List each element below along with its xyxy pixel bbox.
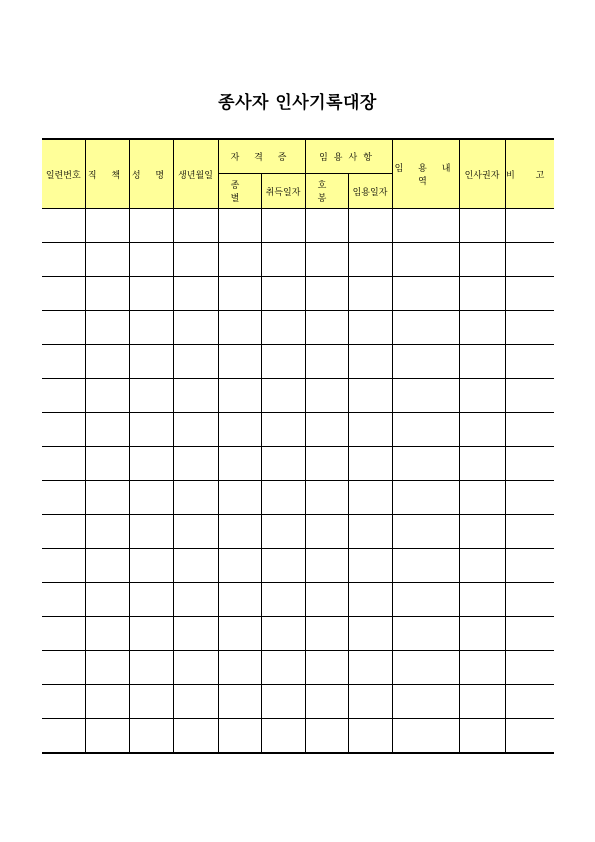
page-title: 종사자 인사기록대장 (218, 93, 377, 113)
table-row (42, 413, 554, 447)
table-cell (218, 379, 261, 413)
table-cell (129, 277, 173, 311)
table-cell (42, 243, 85, 277)
table-cell (173, 379, 218, 413)
table-cell (129, 379, 173, 413)
table-cell (261, 209, 305, 243)
table-cell (348, 515, 392, 549)
table-cell (305, 685, 348, 719)
table-row (42, 311, 554, 345)
table-row (42, 277, 554, 311)
table-row (42, 651, 554, 685)
table-cell (42, 651, 85, 685)
table-cell (85, 617, 129, 651)
table-cell (173, 617, 218, 651)
table-cell (392, 685, 459, 719)
header-hr-authority: 인사권자 (459, 139, 505, 209)
table-cell (173, 413, 218, 447)
table-cell (261, 617, 305, 651)
table-cell (459, 481, 505, 515)
table-cell (42, 277, 85, 311)
table-cell (129, 515, 173, 549)
ledger-body (42, 209, 554, 754)
table-cell (173, 243, 218, 277)
table-cell (129, 583, 173, 617)
table-cell (85, 311, 129, 345)
table-cell (348, 685, 392, 719)
table-cell (261, 481, 305, 515)
table-cell (459, 583, 505, 617)
table-cell (305, 447, 348, 481)
table-cell (173, 311, 218, 345)
table-cell (218, 685, 261, 719)
table-cell (85, 549, 129, 583)
table-cell (85, 719, 129, 754)
table-cell (129, 243, 173, 277)
table-cell (129, 311, 173, 345)
table-cell (305, 549, 348, 583)
table-cell (505, 617, 554, 651)
header-appointment-date: 임용일자 (348, 174, 392, 209)
table-cell (261, 413, 305, 447)
header-grade: 호 봉 (305, 174, 348, 209)
table-cell (218, 311, 261, 345)
table-cell (505, 345, 554, 379)
table-cell (42, 617, 85, 651)
table-cell (42, 549, 85, 583)
table-cell (392, 277, 459, 311)
table-cell (261, 719, 305, 754)
table-cell (459, 413, 505, 447)
table-cell (459, 549, 505, 583)
table-cell (218, 447, 261, 481)
table-cell (305, 515, 348, 549)
table-cell (392, 583, 459, 617)
header-serial-no: 일련번호 (42, 139, 85, 209)
table-row (42, 481, 554, 515)
table-cell (85, 209, 129, 243)
table-cell (129, 651, 173, 685)
table-cell (129, 209, 173, 243)
table-cell (505, 379, 554, 413)
table-cell (173, 209, 218, 243)
table-cell (261, 651, 305, 685)
table-cell (505, 685, 554, 719)
table-cell (348, 277, 392, 311)
table-cell (261, 311, 305, 345)
table-cell (392, 413, 459, 447)
table-cell (305, 277, 348, 311)
table-cell (459, 209, 505, 243)
table-cell (348, 651, 392, 685)
table-cell (42, 719, 85, 754)
table-cell (505, 447, 554, 481)
table-cell (305, 617, 348, 651)
table-cell (42, 413, 85, 447)
table-cell (173, 651, 218, 685)
table-cell (348, 719, 392, 754)
table-cell (348, 583, 392, 617)
table-cell (42, 447, 85, 481)
table-cell (459, 311, 505, 345)
table-row (42, 685, 554, 719)
table-cell (85, 481, 129, 515)
table-cell (305, 719, 348, 754)
table-cell (173, 345, 218, 379)
table-cell (173, 549, 218, 583)
table-cell (392, 617, 459, 651)
table-cell (459, 719, 505, 754)
table-cell (218, 515, 261, 549)
table-cell (218, 617, 261, 651)
table-cell (305, 413, 348, 447)
table-row (42, 379, 554, 413)
table-cell (218, 583, 261, 617)
table-cell (459, 379, 505, 413)
header-position: 직 책 (85, 139, 129, 209)
table-row (42, 209, 554, 243)
table-cell (261, 515, 305, 549)
table-cell (459, 277, 505, 311)
table-cell (305, 583, 348, 617)
table-cell (505, 243, 554, 277)
table-cell (392, 311, 459, 345)
table-cell (348, 447, 392, 481)
table-cell (218, 413, 261, 447)
table-cell (305, 345, 348, 379)
table-cell (261, 447, 305, 481)
table-cell (218, 209, 261, 243)
table-cell (505, 719, 554, 754)
table-cell (392, 209, 459, 243)
table-cell (392, 447, 459, 481)
table-cell (85, 651, 129, 685)
table-cell (85, 345, 129, 379)
table-cell (261, 685, 305, 719)
table-cell (42, 583, 85, 617)
table-cell (261, 277, 305, 311)
table-cell (392, 481, 459, 515)
table-row (42, 447, 554, 481)
table-cell (505, 413, 554, 447)
table-row (42, 719, 554, 754)
header-name: 성 명 (129, 139, 173, 209)
header-qualification: 자 격 증 (218, 139, 305, 174)
table-cell (218, 481, 261, 515)
table-cell (348, 413, 392, 447)
table-cell (505, 209, 554, 243)
table-cell (459, 651, 505, 685)
table-cell (459, 243, 505, 277)
table-cell (505, 277, 554, 311)
table-cell (218, 345, 261, 379)
table-cell (85, 243, 129, 277)
table-cell (305, 209, 348, 243)
table-cell (85, 515, 129, 549)
table-cell (505, 651, 554, 685)
table-cell (459, 515, 505, 549)
table-cell (392, 515, 459, 549)
header-qualification-type: 종 별 (218, 174, 261, 209)
table-cell (129, 685, 173, 719)
table-cell (348, 311, 392, 345)
table-cell (261, 379, 305, 413)
table-cell (42, 345, 85, 379)
table-cell (173, 719, 218, 754)
header-birth-date: 생년월일 (173, 139, 218, 209)
table-cell (348, 549, 392, 583)
table-cell (85, 685, 129, 719)
table-cell (129, 481, 173, 515)
table-cell (129, 345, 173, 379)
table-cell (305, 311, 348, 345)
table-cell (173, 447, 218, 481)
table-cell (85, 379, 129, 413)
header-appointment-details: 임 용 내 역 (392, 139, 459, 209)
table-cell (129, 447, 173, 481)
table-cell (348, 617, 392, 651)
table-cell (305, 379, 348, 413)
table-cell (305, 481, 348, 515)
table-cell (85, 447, 129, 481)
table-cell (348, 345, 392, 379)
table-cell (173, 277, 218, 311)
table-cell (42, 379, 85, 413)
table-cell (505, 481, 554, 515)
table-row (42, 345, 554, 379)
table-cell (85, 583, 129, 617)
table-cell (305, 651, 348, 685)
table-cell (42, 311, 85, 345)
table-cell (173, 515, 218, 549)
table-cell (348, 481, 392, 515)
table-row (42, 549, 554, 583)
table-cell (85, 277, 129, 311)
table-cell (173, 481, 218, 515)
table-cell (129, 413, 173, 447)
table-cell (261, 243, 305, 277)
table-cell (218, 651, 261, 685)
table-cell (218, 549, 261, 583)
table-cell (261, 345, 305, 379)
table-cell (85, 413, 129, 447)
table-cell (505, 515, 554, 549)
header-row-top (42, 139, 554, 174)
table-cell (392, 549, 459, 583)
table-cell (348, 209, 392, 243)
table-cell (392, 719, 459, 754)
table-cell (218, 277, 261, 311)
table-cell (505, 583, 554, 617)
table-cell (173, 685, 218, 719)
table-cell (459, 685, 505, 719)
table-cell (348, 243, 392, 277)
table-cell (42, 515, 85, 549)
table-row (42, 515, 554, 549)
table-cell (261, 549, 305, 583)
table-cell (459, 345, 505, 379)
table-cell (305, 243, 348, 277)
table-cell (392, 651, 459, 685)
table-cell (218, 243, 261, 277)
table-cell (42, 481, 85, 515)
table-cell (261, 583, 305, 617)
header-acquisition-date: 취득일자 (261, 174, 305, 209)
table-cell (129, 549, 173, 583)
table-cell (392, 243, 459, 277)
table-row (42, 617, 554, 651)
table-cell (42, 209, 85, 243)
header-remarks: 비 고 (505, 139, 554, 209)
table-cell (42, 685, 85, 719)
table-cell (129, 719, 173, 754)
table-cell (459, 447, 505, 481)
table-cell (173, 583, 218, 617)
table-row (42, 583, 554, 617)
personnel-ledger-table (42, 138, 554, 754)
header-appointment: 임용사항 (305, 139, 392, 174)
table-cell (348, 379, 392, 413)
table-cell (459, 617, 505, 651)
table-cell (505, 311, 554, 345)
table-cell (129, 617, 173, 651)
table-row (42, 243, 554, 277)
table-cell (392, 379, 459, 413)
table-cell (392, 345, 459, 379)
table-cell (505, 549, 554, 583)
table-cell (218, 719, 261, 754)
